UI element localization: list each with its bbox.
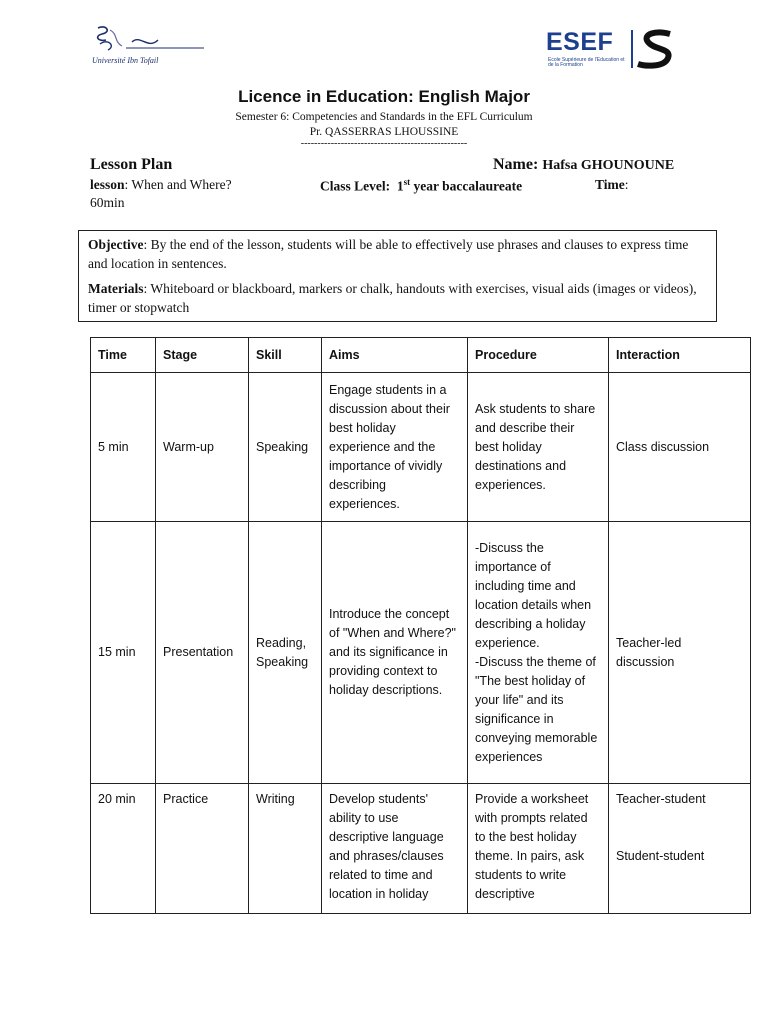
header-time: Time [91,338,156,373]
university-name: Université Ibn Tofail [92,56,159,65]
materials-text: : Whiteboard or blackboard, markers or chalk, handouts with exercises, visual aids (images or videos), timer or stopwatch [88,281,697,315]
cell-procedure: Ask students to share and describe their best holiday destinations and experiences. [468,373,609,522]
lesson-line [90,177,232,193]
lesson-plan-heading: Lesson Plan [90,156,173,173]
page-title: Licence in Education: English Major [238,87,530,106]
objective-text: : By the end of the lesson, students will be able to effectively use phrases and clauses to express time and location in sentences. [88,237,689,271]
table-row [91,373,751,522]
header-aims: Aims [322,338,468,373]
cell-skill: Writing [249,784,322,914]
cell-time: 15 min [91,522,156,784]
cell-interaction [609,784,751,914]
cell-aims: Introduce the concept of "When and Where?" and its significance in providing context to holiday descriptions. [322,522,468,784]
class-level-label: Class Level: [320,178,391,194]
class-level [320,177,522,195]
table-row [91,784,751,914]
cell-stage: Presentation [156,522,249,784]
materials-label: Materials [88,281,144,296]
cell-aims: Engage students in a discussion about their best holiday experience and the importance of vividly describing experiences. [322,373,468,522]
esef-subtitle: Ecole Supérieure de l'Education et de la Formation [548,57,625,68]
divider-line: -------------------------------------------------- [300,138,468,149]
header-interaction: Interaction [609,338,751,373]
objective-label: Objective [88,237,144,252]
esef-title: ESEF [546,28,614,56]
name-value: Hafsa GHOUNOUNE [542,158,675,173]
materials-paragraph [88,279,707,317]
university-emblem-icon [92,24,210,54]
university-logo [92,24,210,76]
header-stage: Stage [156,338,249,373]
procedure-part-b: -Discuss the theme of "The best holiday of your life" and its significance in conveying memorable experiences [475,654,598,764]
interaction-spacer [616,809,743,847]
objective-paragraph [88,235,707,273]
table-header-row [91,338,751,373]
lesson-table [90,337,751,914]
cell-skill: Reading, Speaking [249,522,322,784]
class-level-rest: year baccalaureate [410,178,523,194]
table-row [91,522,751,784]
cell-interaction: Class discussion [609,373,751,522]
cell-aims: Develop students' ability to use descriptive language and phrases/clauses related to time and location in holiday [322,784,468,914]
name-block [493,156,674,174]
cell-time: 5 min [91,373,156,522]
procedure-part-a: -Discuss the importance of including time and location details when describing a holiday experience. [475,540,592,650]
cell-procedure: Provide a worksheet with prompts related to the best holiday theme. In pairs, ask students to write descriptive [468,784,609,914]
lesson-label: lesson [90,177,125,192]
esef-logo [546,26,678,72]
lesson-value: : When and Where? [124,177,232,192]
header-procedure: Procedure [468,338,609,373]
esef-emblem-icon [630,28,676,70]
time-label: Time: [595,177,629,192]
cell-stage: Practice [156,784,249,914]
interaction-part-b: Student-student [616,849,705,863]
cell-procedure [468,522,609,784]
name-label: Name: [493,156,539,173]
time-value: 60min [90,195,125,210]
cell-skill: Speaking [249,373,322,522]
professor-line: Pr. QASSERRAS LHOUSSINE [309,126,459,138]
header-skill: Skill [249,338,322,373]
cell-time: 20 min [91,784,156,914]
interaction-part-a: Teacher-student [616,792,706,806]
class-level-num: 1 [396,178,404,194]
objective-box [78,230,717,322]
cell-stage: Warm-up [156,373,249,522]
cell-interaction: Teacher-led discussion [609,522,751,784]
semester-line: Semester 6: Competencies and Standards in the EFL Curriculum [235,111,533,123]
class-level-sup: st [403,177,411,187]
